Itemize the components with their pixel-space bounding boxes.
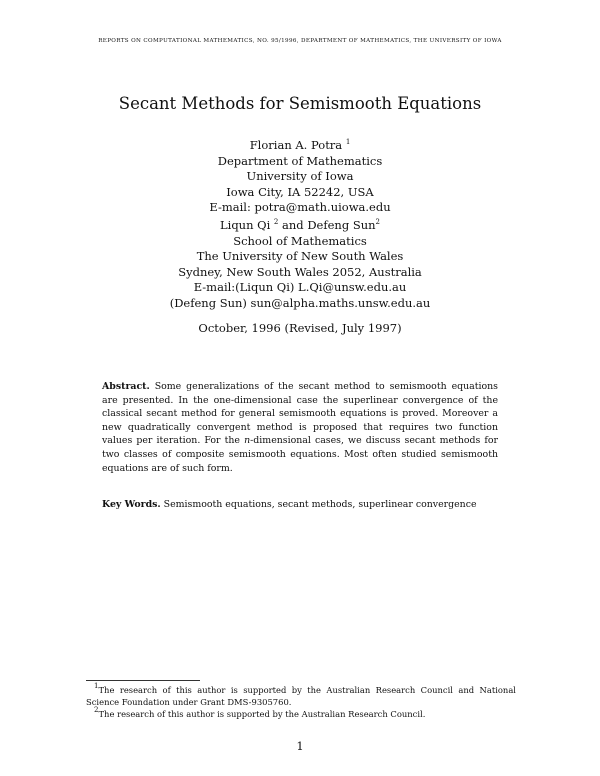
author-email: E-mail: potra@math.uiowa.edu bbox=[209, 200, 391, 215]
author-name-line bbox=[0, 138, 600, 154]
footnote-mark: 2 bbox=[94, 706, 99, 714]
author-affiliation-address: Sydney, New South Wales 2052, Australia bbox=[178, 264, 422, 279]
footnote-1 bbox=[86, 684, 516, 708]
footnote-text: The research of this author is supported by the Australian Research Council. bbox=[98, 709, 426, 719]
author-joiner: and bbox=[282, 218, 304, 232]
author-affiliation-university: University of Iowa bbox=[246, 169, 354, 184]
footnote-2 bbox=[86, 708, 516, 720]
paper-date: October, 1996 (Revised, July 1997) bbox=[198, 321, 402, 335]
abstract-text-continued: -dimensional cases, we discuss secant methods for two classes of composite semismooth equations. Most often studied semismooth equations are of such form. bbox=[102, 435, 499, 474]
author-affiliation-school: School of Mathematics bbox=[233, 233, 367, 248]
footnotes bbox=[86, 684, 516, 720]
keywords bbox=[102, 498, 498, 512]
author-name-sun: Defeng Sun bbox=[307, 218, 376, 232]
author-affiliation-department: Department of Mathematics bbox=[217, 153, 383, 168]
author-footnote-mark: 1 bbox=[345, 138, 351, 146]
keywords-label: Key Words. bbox=[102, 499, 161, 510]
author-email-qi: E-mail:(Liqun Qi) L.Qi@unsw.edu.au bbox=[193, 280, 407, 295]
author-affiliation-address: Iowa City, IA 52242, USA bbox=[226, 184, 374, 199]
author-affiliation-university: The University of New South Wales bbox=[196, 249, 404, 264]
author-block-potra bbox=[0, 138, 600, 216]
running-head: REPORTS ON COMPUTATIONAL MATHEMATICS, NO. 95/1996, DEPARTMENT OF MATHEMATICS, THE UNIVERSITY OF IOWA bbox=[98, 38, 502, 44]
abstract-text: Some generalizations of the secant method to semismooth equations are presented. In the one-dimensional case the superlinear convergence of the classical secant method for general semismooth equations is proved. Moreover a new quadratically convergent method is proposed that requires two function values per iteration. For the bbox=[102, 381, 498, 447]
footnote-text: The research of this author is supported by the Australian Research Council and National Science Foundation under Grant DMS-9305760. bbox=[86, 685, 516, 707]
footnote-rule bbox=[86, 680, 200, 681]
author-name-potra: Florian A. Potra bbox=[249, 138, 343, 152]
author-footnote-mark: 2 bbox=[375, 218, 380, 226]
abstract bbox=[102, 380, 498, 475]
page-number: 1 bbox=[296, 739, 304, 753]
author-block-qi-sun bbox=[0, 218, 600, 312]
paper-title: Secant Methods for Semismooth Equations bbox=[118, 94, 482, 113]
abstract-label: Abstract. bbox=[102, 381, 150, 392]
author-name-qi: Liqun Qi bbox=[220, 218, 271, 232]
author-email-sun: (Defeng Sun) sun@alpha.maths.unsw.edu.au bbox=[169, 295, 431, 310]
keywords-text: Semismooth equations, secant methods, superlinear convergence bbox=[163, 499, 477, 510]
footnote-mark: 1 bbox=[94, 682, 99, 690]
author-footnote-mark: 2 bbox=[273, 218, 279, 226]
abstract-math-n: n bbox=[244, 435, 251, 447]
author-names-line bbox=[0, 218, 600, 234]
